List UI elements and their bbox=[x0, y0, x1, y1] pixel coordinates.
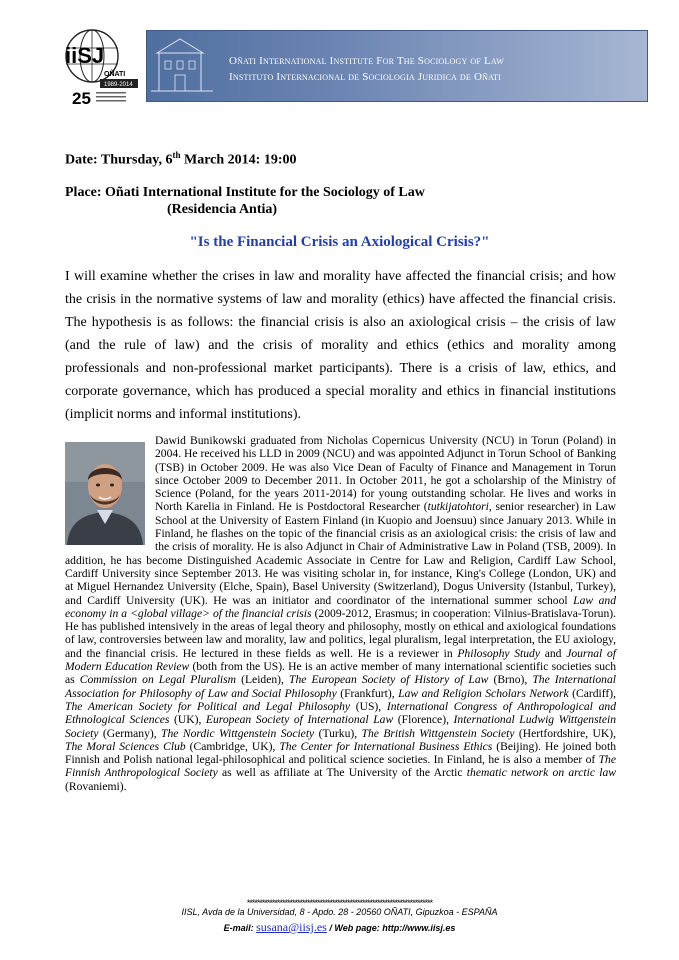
bio-italic: Philosophy Study bbox=[457, 646, 540, 660]
bio-italic: European Society of International Law bbox=[205, 713, 394, 727]
bio-text: and bbox=[540, 646, 567, 660]
date-suffix-ordinal: th bbox=[172, 150, 181, 160]
logo-place: OÑATI bbox=[104, 71, 126, 78]
bio-italic: The Finnish Anthropological Society bbox=[65, 753, 616, 780]
bio-italic: Commission on Legal Pluralism bbox=[79, 673, 237, 687]
bio-italic: The International Association for Philosophy of Law and Social Philosophy bbox=[65, 673, 616, 700]
bio-text: , senior researcher) in Law School at the University of Eastern Finland (in Kuopio and Joensuu) since January 2013. While in Finland, he flashes on the topic of the financial crisis as an axiological crisis: the crisis of law and the crisis of morality. He is also Adjunct in Chair of Administrative Law in Poland (TSB, 2009). In addition, he has become Distinguished Academic Associate in Centre for Law and Religion, Cardiff Law School, Cardiff University since September 2013. He was visiting scholar in, for instance, King's College (London, UK) and at Miguel Hernandez University (Elche, Spain), Basel University (Switzerland), Dogus University (Istanbul, Turkey), and Cardiff University (UK). He was an initiator and coordinator of the international summer school bbox=[65, 500, 616, 607]
event-place: Place: Oñati International Institute for the Sociology of Law bbox=[65, 185, 425, 200]
logo-wordmark: iiSJ bbox=[65, 43, 105, 68]
bio-italic: The Center for International Business Ethics bbox=[279, 739, 493, 753]
web-page-text: / Web page: http://www.iisj.es bbox=[326, 923, 456, 933]
bio-text: as well as affiliate at The University of the Arctic bbox=[217, 766, 467, 780]
bio-text: (Rovaniemi). bbox=[65, 779, 127, 793]
bio-italic: Law and economy in a <global village> of the financial crisis bbox=[65, 593, 616, 620]
bio-text: (Turku), bbox=[314, 726, 362, 740]
bio-text: (Leiden), bbox=[236, 673, 289, 687]
bio-italic: The Moral Sciences Club bbox=[65, 739, 186, 753]
bio-text: (Cardiff), bbox=[568, 686, 616, 700]
bio-text: (2009-2012, Erasmus; in cooperation: Vilnius-Bratislava-Torun). He has published intensively in the areas of legal theory and philosophy, mostly on ethical and axiological foundations of law, controversies between law and morality, law and politics, legal pluralism, legal interpretation, the EU axiology, and the financial crisis. He lectured in these fields as well. He is a reviewer in bbox=[65, 606, 617, 660]
bio-italic: tutkijatohtori bbox=[427, 500, 489, 514]
bio-text: (US), bbox=[350, 699, 387, 713]
bio-italic: The Nordic Wittgenstein Society bbox=[161, 726, 315, 740]
speaker-photo bbox=[65, 442, 145, 545]
logo-years: 1989-2014 bbox=[104, 82, 133, 88]
banner-title-es: Instituto Internacional de Sociologia Juridica de Oñati bbox=[229, 71, 502, 83]
speaker-bio bbox=[65, 434, 616, 793]
iisl-logo bbox=[56, 22, 140, 108]
bio-italic: Law and Religion Scholars Network bbox=[398, 686, 569, 700]
bio-text: (Beijing). He joined both Finnish and Polish national legal-philosophical and political science societies. In Finland, he is also a member of bbox=[65, 739, 616, 767]
date-prefix: Date: Thursday, 6 bbox=[65, 152, 173, 168]
lecture-abstract: I will examine whether the crises in law and morality have affected the financial crisis; and how the crisis in the normative systems of law and morality (ethics) have affected the financial crisis. The hypothesis is as follows: the financial crisis is also an axiological crisis – the crisis of law (and the rule of law) and the crisis of morality and ethics (ethics and morality among professionals and non-professional market participants). There is a crisis of law, ethics, and corporate governance, which has produced a special morality and ethics in financial institutions (implicit norms and informal institutions). bbox=[65, 269, 616, 422]
bio-text: (Germany), bbox=[98, 726, 162, 740]
bio-italic: Journal of Modern Education Review bbox=[65, 646, 616, 674]
bio-text: (Florence), bbox=[393, 713, 454, 727]
bio-text: (Brno), bbox=[488, 673, 533, 687]
event-date bbox=[65, 150, 297, 169]
bio-italic: The British Wittgenstein Society bbox=[361, 726, 515, 740]
bio-text: (UK), bbox=[169, 713, 206, 727]
bio-italic: International Ludwig Wittgenstein Society bbox=[65, 713, 617, 740]
email-label: E-mail: bbox=[223, 923, 257, 933]
bio-italic: International Congress of Anthropological and Ethnological Sciences bbox=[65, 699, 616, 727]
bio-italic: The American Society for Political and Legal Philosophy bbox=[65, 699, 351, 713]
header bbox=[56, 22, 650, 108]
bio-text: (both from the US). He is an active member of many international scientific societies such as bbox=[65, 660, 616, 687]
bio-text: (Frankfurt), bbox=[336, 686, 399, 700]
building-sketch-icon bbox=[147, 31, 217, 101]
date-time: March 2014: 19:00 bbox=[180, 152, 297, 168]
footer-address: IISL, Avda de la Universidad, 8 - Apdo. 28 - 20560 OÑATI, Gipuzkoa - ESPAÑA bbox=[181, 907, 498, 917]
bio-text: (Hertfordshire, UK), bbox=[514, 726, 617, 740]
lecture-title: "Is the Financial Crisis an Axiological Crisis?" bbox=[189, 234, 490, 250]
bio-text: Dawid Bunikowski graduated from Nicholas Copernicus University (NCU) in Torun (Poland) in 2004. He received his LLD in 2009 (NCU) and was appointed Adjunct in Torun School of Banking (TSB) in October 2009. He was also Vice Dean of Faculty of Finance and Management in Torun since October 2009 to December 2011. In October 2011, he got a scholarship of the Ministry of Science (Poland, for the years 2011-2014) for young outstanding scholar. He lives and works in North Karelia in Finland. He is Postdoctoral Researcher ( bbox=[155, 434, 616, 514]
email-link[interactable]: susana@iisj.es bbox=[256, 920, 327, 934]
event-venue: (Residencia Antia) bbox=[167, 202, 278, 217]
footer-contact bbox=[0, 920, 679, 935]
bio-text: (Cambridge, UK), bbox=[185, 739, 280, 753]
institute-banner bbox=[146, 30, 648, 102]
bio-italic: thematic network on arctic law bbox=[466, 766, 616, 780]
bio-italic: The European Society of History of Law bbox=[289, 673, 489, 687]
logo-anniversary: 25 bbox=[72, 89, 91, 108]
banner-title-en: Oñati International Institute For The Sociology of Law bbox=[229, 55, 505, 67]
footer-divider: ************************************************************************** bbox=[246, 898, 433, 908]
